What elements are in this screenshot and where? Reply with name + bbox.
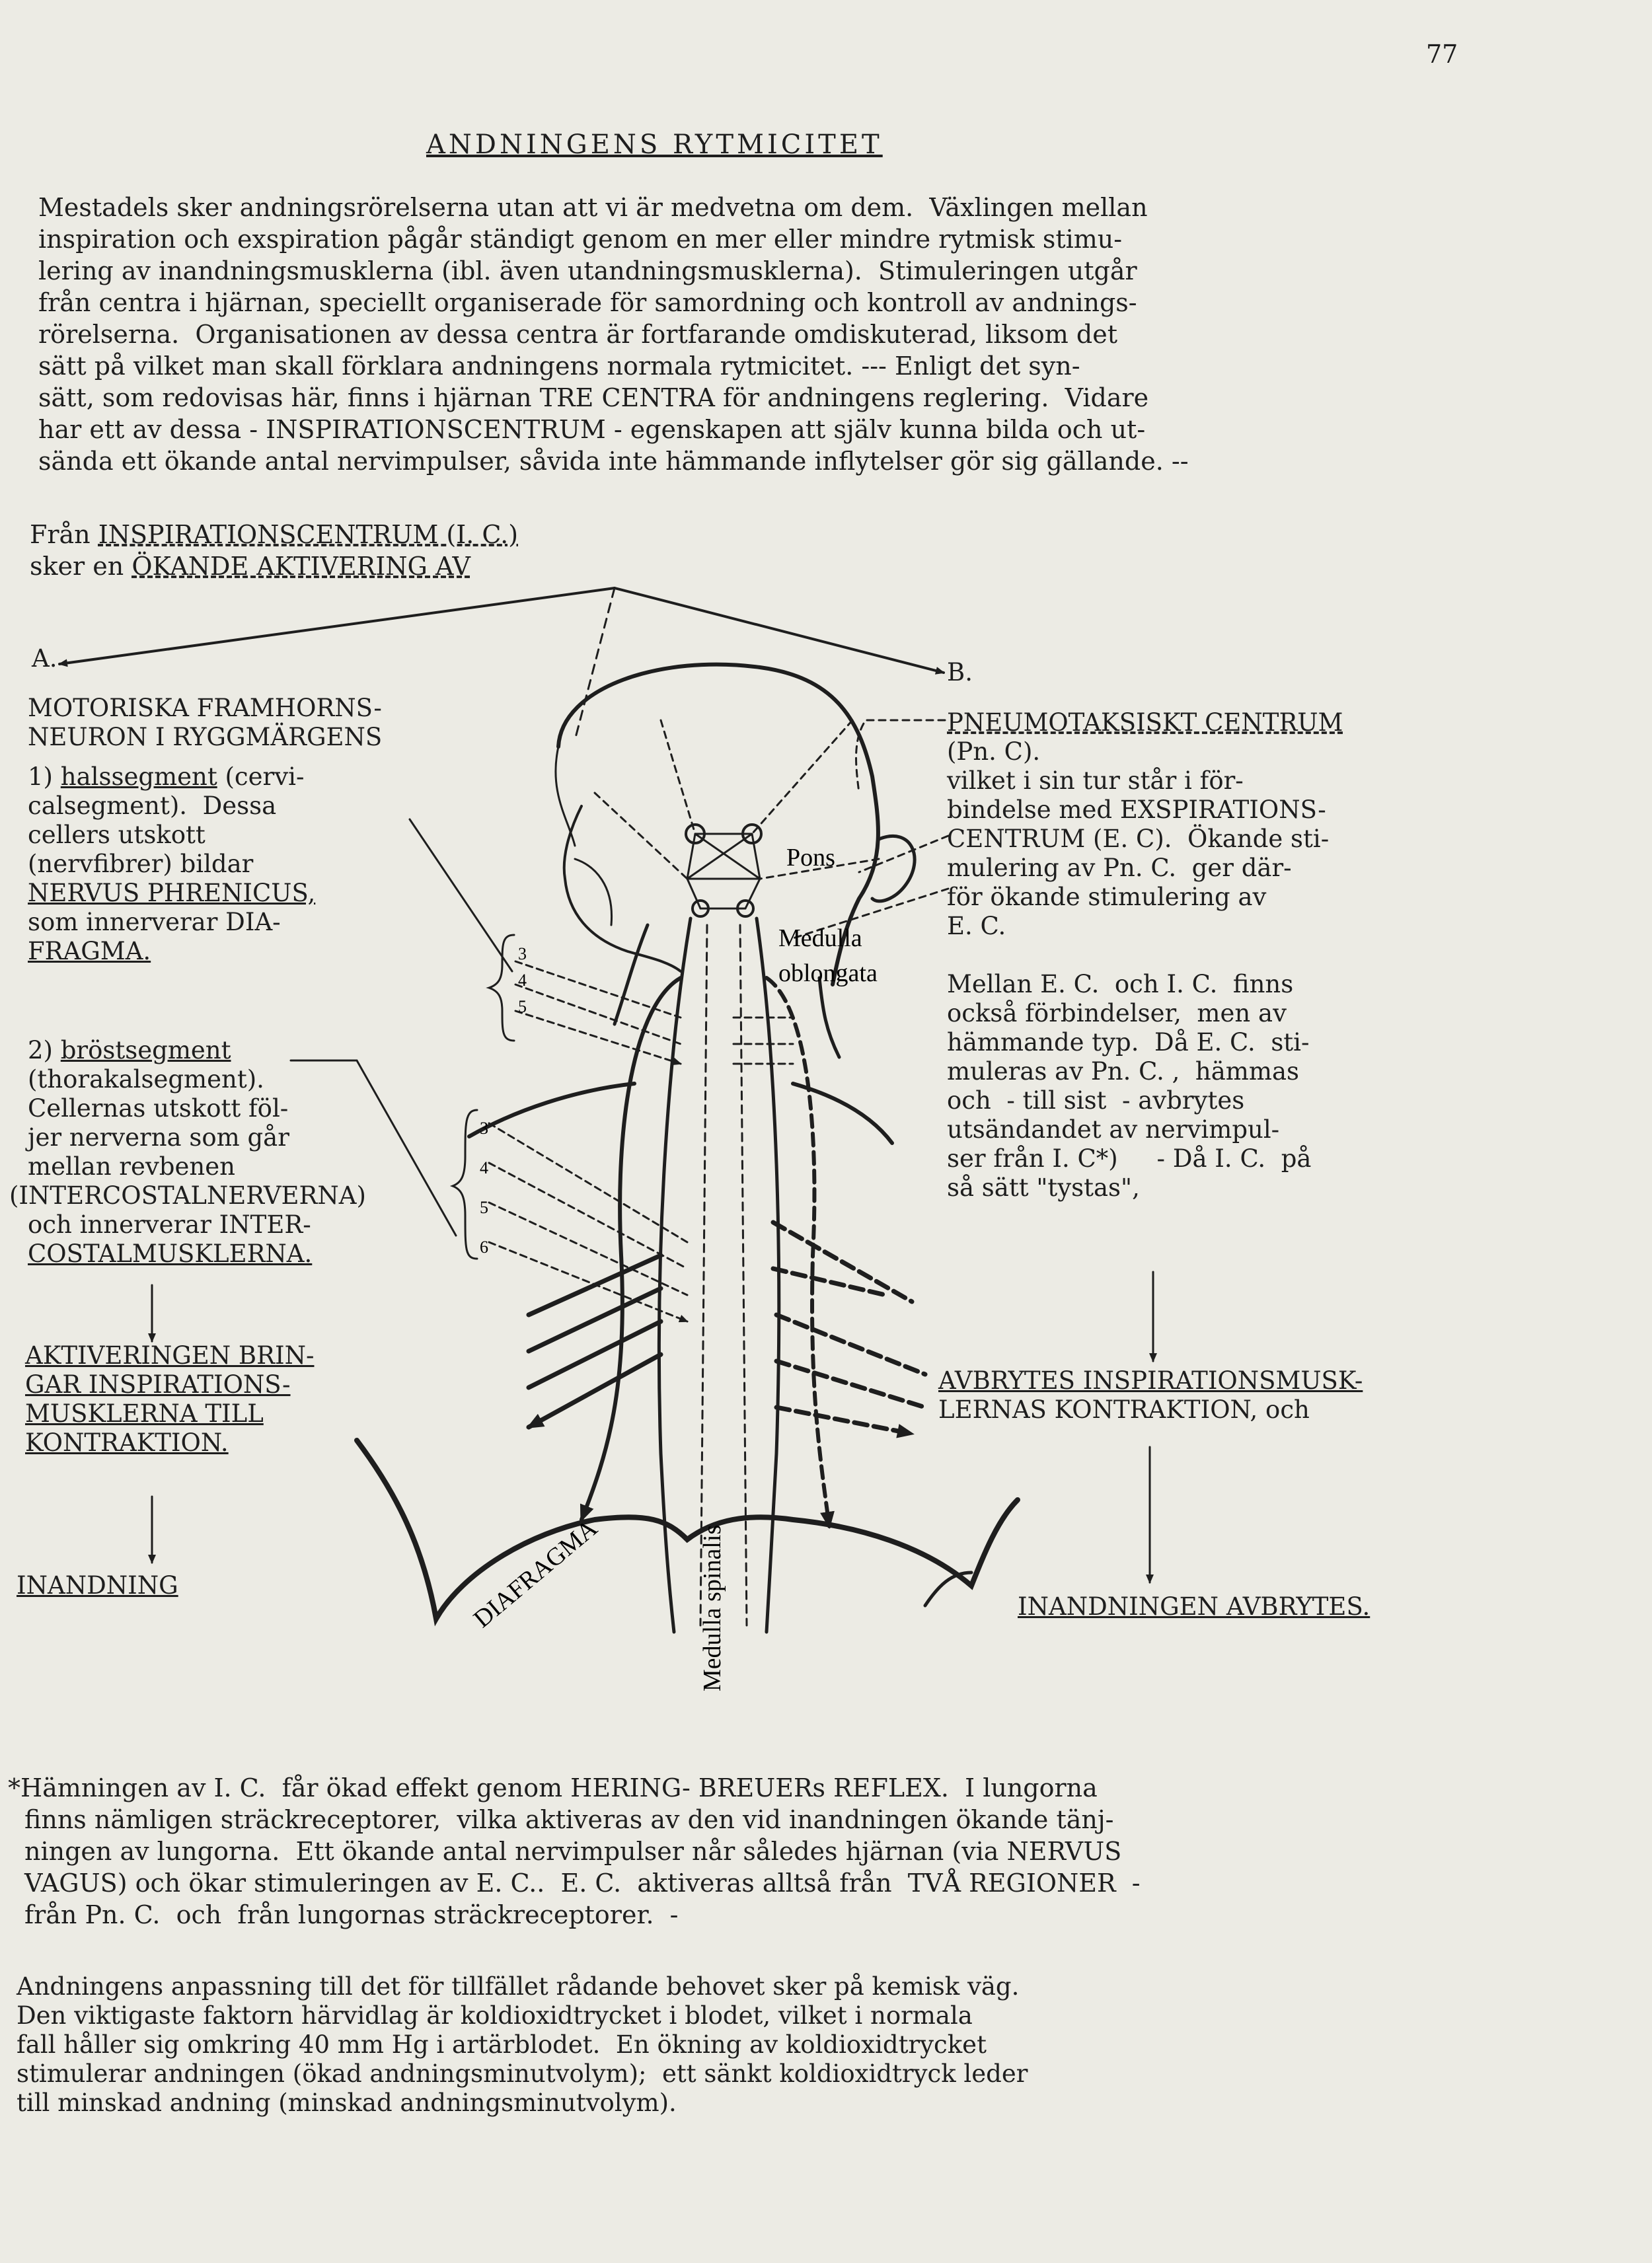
text-line: bindelse med EXSPIRATIONS- [947,796,1326,824]
text-line: jer nerverna som går [28,1123,289,1152]
text-line: LERNAS KONTRAKTION, och [938,1395,1310,1424]
text-line: FRAGMA. [28,937,151,965]
text-line: ser från I. C*) - Då I. C. på [947,1144,1312,1173]
text-line: till minskad andning (minskad andningsminutvolym). [17,2089,677,2117]
segment-number: 4 [480,1158,488,1177]
activation-label: ÖKANDE AKTIVERING AV [131,552,470,581]
diafragma-label: DIAFRAGMA [468,1514,603,1633]
text-line: för ökande stimulering av [947,883,1267,911]
text-line: CENTRUM (E. C). Ökande sti- [947,825,1330,853]
chest-segment-label: bröstsegment [60,1036,231,1064]
b-label: B. [947,658,973,686]
text-line: och innerverar INTER- [28,1210,311,1239]
leader-phrenicus [410,819,512,971]
text-line: också förbindelser, men av [947,999,1287,1027]
text-line: (thorakalsegment). [28,1065,264,1094]
text-line: mulering av Pn. C. ger där- [947,854,1292,882]
thoracic-block [9,1036,366,1269]
text-line: NERVUS PHRENICUS, [28,879,316,907]
inhalation-stops: INANDNINGEN AVBRYTES. [1018,1592,1370,1621]
text-line: sända ett ökande antal nervimpulser, såvida inte hämmande inflytelser gör sig gällande. -- [38,447,1189,476]
text-line: sätt på vilket man skall förklara andningens normala rytmicitet. --- Enligt det syn- [38,352,1080,381]
medulla-oblongata-label: oblongata [778,959,878,987]
a-label: A. [32,644,57,673]
text-span: (cervi- [217,762,305,791]
text-line: och - till sist - avbrytes [947,1086,1245,1115]
diaphragm [357,1440,1018,1619]
text-line: sätt, som redovisas här, finns i hjärnan TRE CENTRA för andningens reglering. Vidare [38,383,1149,412]
medulla-oblongata-label: Medulla [778,924,862,952]
text-line: finns nämligen sträckreceptorer, vilka aktiveras av den vid inandningen ökande tänj- [24,1805,1114,1834]
text-line: inspiration och exspiration pågår ständigt genom en mer eller mindre rytmisk stimu- [38,225,1123,254]
text-line: hämmande typ. Då E. C. sti- [947,1028,1310,1057]
stop-block [938,1366,1363,1425]
segment-number: 5 [518,997,527,1016]
activation-block [25,1341,314,1458]
segment-number: 3 [480,1119,488,1138]
text-line: lering av inandningsmusklerna (ibl. även utandningsmusklerna). Stimuleringen utgår [38,256,1137,285]
text-span: 1) [28,762,61,791]
arrow-to-a [59,588,615,664]
text-line: mellan revbenen [28,1152,235,1181]
text-line: Cellernas utskott föl- [28,1094,289,1123]
text-span: Från [30,520,98,549]
text-line: Mellan E. C. och I. C. finns [947,970,1294,998]
text-line: COSTALMUSKLERNA. [28,1240,313,1268]
motor-neuron-block [28,694,382,966]
text-line: Mestadels sker andningsrörelserna utan att vi är medvetna om dem. Växlingen mellan [38,193,1148,222]
segment-number: 5 [480,1198,488,1217]
text-span: 2) [28,1036,61,1064]
text-line: MOTORISKA FRAMHORNS- [28,694,382,722]
cervical-brace [489,935,514,1041]
text-line: Den viktigaste faktorn härvidlag är koldioxidtrycket i blodet, vilket i normala [17,2001,973,2030]
text-line: VAGUS) och ökar stimuleringen av E. C.. E. C. aktiveras alltså från TVÅ REGIONER - [24,1869,1141,1898]
pons-label: Pons [786,844,835,872]
text-line: vilket i sin tur står i för- [947,766,1244,795]
closing-paragraph [17,1972,1028,2118]
text-line: stimulerar andningen (ökad andningsminutvolym); ett sänkt koldioxidtryck leder [17,2059,1028,2088]
text-line: har ett av dessa - INSPIRATIONSCENTRUM - egenskapen att själv kunna bilda och ut- [38,415,1146,444]
segment-number: 6 [480,1238,488,1257]
text-line: som innerverar DIA- [28,908,281,936]
footnote [8,1772,1141,1931]
text-line: utsändandet av nervimpul- [947,1115,1280,1144]
page-title: ANDNINGENS RYTMICITET [426,130,883,160]
text-line: (nervfibrer) bildar [28,850,254,878]
medulla-spinalis-label: Medulla spinalis [698,1524,726,1691]
arrow-to-b [615,588,944,673]
page-number: 77 [1426,40,1458,69]
text-line: GAR INSPIRATIONS- [25,1370,291,1399]
text-span: sker en [30,552,132,581]
text-line: AKTIVERINGEN BRIN- [25,1341,315,1370]
text-line: (INTERCOSTALNERVERNA) [9,1181,366,1210]
ic-label: INSPIRATIONSCENTRUM (I. C.) [98,520,519,549]
text-line: från Pn. C. och från lungornas sträckreceptorer. - [24,1900,679,1929]
segment-number: 4 [518,971,527,990]
text-line: Andningens anpassning till det för tillfället rådande behovet sker på kemisk väg. [17,1972,1020,2001]
text-line: från centra i hjärnan, speciellt organiserade för samordning och kontroll av andnings- [38,288,1137,317]
text-line: muleras av Pn. C. , hämmas [947,1057,1300,1086]
text-line: rörelserna. Organisationen av dessa centra är fortfarande omdiskuterad, liksom det [38,320,1117,349]
neck-segment-label: halssegment [60,762,217,791]
text-line: så sätt "tystas", [947,1173,1140,1202]
text-line: fall håller sig omkring 40 mm Hg i artärblodet. En ökning av koldioxidtrycket [17,2030,987,2059]
text-line: MUSKLERNA TILL [25,1399,264,1428]
pneumotaxic-block [947,708,1343,1203]
text-line: NEURON I RYGGMÄRGENS [28,723,383,751]
text-line: *Hämningen av I. C. får ökad effekt genom HERING- BREUERs REFLEX. I lungorna [8,1773,1098,1802]
leader-pneumo [856,720,945,793]
text-line: cellers utskott [28,821,206,849]
inhalation-result: INANDNING [17,1571,178,1600]
text-line: AVBRYTES INSPIRATIONSMUSK- [938,1366,1363,1395]
text-line: E. C. [947,912,1006,940]
text-line: ningen av lungorna. Ett ökande antal nervimpulser når således hjärnan (via NERVUS [24,1837,1122,1866]
text-line: calsegment). Dessa [28,792,277,820]
text-line: KONTRAKTION. [25,1428,229,1457]
text-line: (Pn. C). [947,737,1041,766]
segment-number: 3 [518,944,527,963]
pneumotaxic-centre-label: PNEUMOTAKSISKT CENTRUM [947,708,1343,737]
